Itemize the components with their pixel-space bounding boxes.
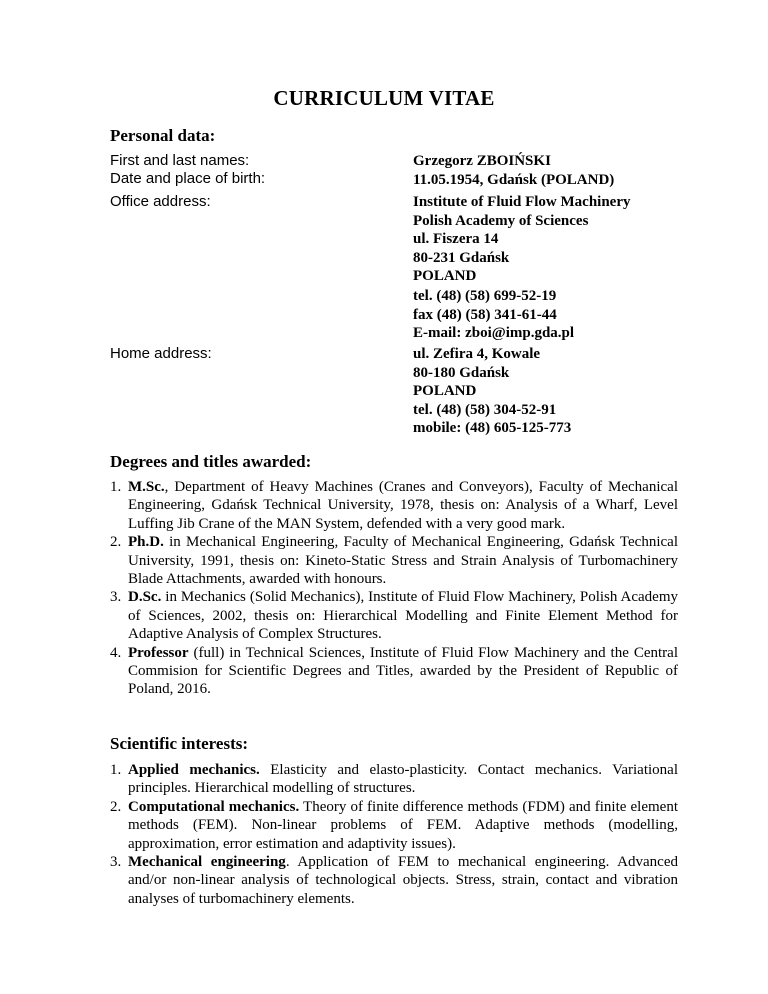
interests-list [110,761,678,908]
degrees-list [110,478,678,699]
item-number: 3. [110,854,122,871]
home-address [413,345,571,438]
degree-text: in Mechanical Engineering, Faculty of Mechanical Engineering, Gdańsk Technical University, 1991, thesis on: Kineto-Static Stress and Strain Analysis of Turbomachinery Blade Attachments, awarded with honours. [128,534,678,588]
office-line: POLAND [413,268,477,284]
home-label: Home address: [110,345,212,362]
home-phone: tel. (48) (58) 304-52-91 [413,401,557,418]
home-line: ul. Zefira 4, Kowale [413,346,541,362]
degree-name: D.Sc. [128,589,162,606]
home-mobile: mobile: (48) 605-125-773 [413,420,572,436]
item-number: 4. [110,644,122,661]
office-address [413,193,631,286]
interest-name: Mechanical engineering [128,854,286,871]
birth-label: Date and place of birth: [110,170,266,187]
list-item [110,478,678,533]
home-line: POLAND [413,383,477,399]
interest-text: Theory of finite difference methods (FDM) and finite element methods (FEM). Non-linear problems of FEM. Adaptive methods (modelling, approximation, error estimation and adaptivity issues). [128,798,678,852]
office-line: Institute of Fluid Flow Machinery [413,194,631,210]
office-contact [413,287,574,343]
item-number: 2. [110,798,122,815]
office-email: E-mail: zboi@imp.gda.pl [413,325,575,341]
interest-text: Elasticity and elasto-plasticity. Contact mechanics. Variational principles. Hierarchical modelling of structures. [128,762,678,797]
birth-value: 11.05.1954, Gdańsk (POLAND) [413,171,615,188]
list-item [110,853,678,908]
list-item [110,588,678,643]
office-phone: tel. (48) (58) 699-52-19 [413,288,557,304]
degrees-heading: Degrees and titles awarded: [110,452,312,471]
degree-text: in Mechanics (Solid Mechanics), Institute of Fluid Flow Machinery, Polish Academy of Sciences, 2002, thesis on: Hierarchical Modelling and Finite Element Method for Adaptive Analysis of Complex Structures. [128,589,678,643]
office-line: Polish Academy of Sciences [413,212,589,229]
item-number: 3. [110,589,122,606]
list-item [110,798,678,853]
degree-text: (full) in Technical Sciences, Institute of Fluid Flow Machinery and the Central Commision for Scientific Degrees and Titles, awarded by the President of Republic of Poland, 2016. [128,644,678,698]
names-value: Grzegorz ZBOIŃSKI [413,153,551,169]
names-birth-values [413,152,614,189]
list-item [110,644,678,699]
office-label: Office address: [110,193,211,210]
degree-name: M.Sc. [128,479,165,495]
item-number: 2. [110,534,122,551]
office-fax: fax (48) (58) 341-61-44 [413,306,557,323]
personal-data-heading: Personal data: [110,126,216,145]
list-item [110,761,678,798]
item-number: 1. [110,762,122,778]
home-line: 80-180 Gdańsk [413,364,510,381]
office-line: 80-231 Gdańsk [413,249,510,266]
names-label: First and last names: [110,152,250,169]
document-title: CURRICULUM VITAE [273,86,495,110]
office-line: ul. Fiszera 14 [413,231,499,247]
interest-name: Computational mechanics. [128,798,300,815]
interest-text: . Application of FEM to mechanical engineering. Advanced and/or non-linear analysis of technological objects. Stress, strain, contact and vibration analyses of turbomachinery elements. [128,854,678,907]
interest-name: Applied mechanics. [128,762,260,778]
degree-text: , Department of Heavy Machines (Cranes and Conveyors), Faculty of Mechanical Engineering, Gdańsk Technical University, 1978, thesis on: Analysis of a Wharf, Level Luffing Jib Crane of the MAN System, defended with a very good mark. [128,479,678,532]
item-number: 1. [110,479,122,495]
interests-heading: Scientific interests: [110,734,249,753]
list-item [110,533,678,588]
degree-name: Ph.D. [128,534,164,551]
degree-name: Professor [128,644,189,661]
